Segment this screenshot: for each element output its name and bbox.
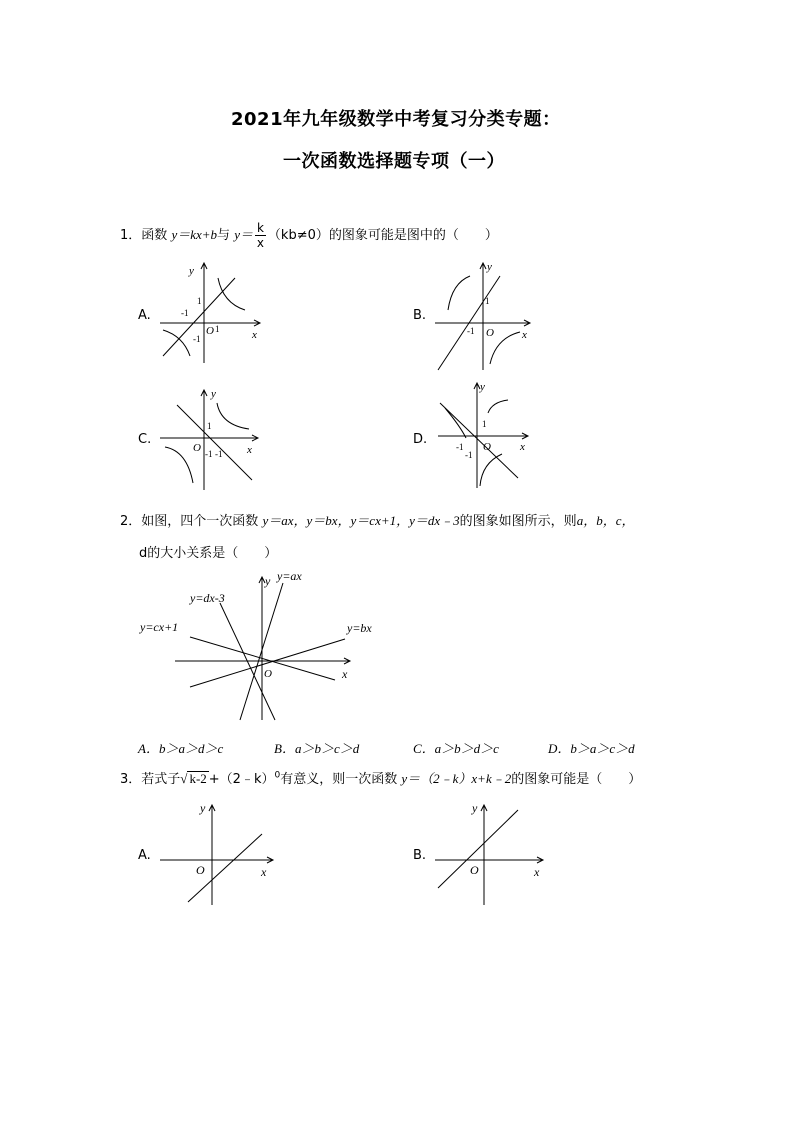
tick-label: 1	[482, 419, 487, 429]
tick-label: -1	[193, 334, 201, 344]
x-label: x	[342, 667, 348, 681]
y-label: y	[487, 261, 492, 273]
x-label: x	[261, 865, 267, 879]
tick-label: -1	[465, 450, 473, 460]
hyperbola-branch	[490, 332, 520, 364]
equation-a: y＝ax，	[262, 513, 307, 528]
line	[163, 278, 235, 356]
question-2	[120, 510, 634, 529]
y-label: y	[480, 381, 485, 393]
question-text: 若式子	[141, 772, 181, 787]
q3-option-label-b: B.	[413, 848, 427, 863]
question-text: 函数	[141, 228, 168, 243]
tick-label: 1	[197, 296, 202, 306]
question-number: 2．	[120, 514, 142, 529]
question-text: 如图，四个一次函数	[141, 514, 259, 529]
exponent: 0	[274, 770, 281, 781]
option-label-a: A.	[138, 308, 151, 323]
x-label: x	[247, 444, 252, 456]
tick-label: -1	[205, 449, 213, 459]
label-y-cx-plus-1: y=cx+1	[140, 620, 179, 634]
choice-c-text: C．a＞b＞d＞c	[413, 741, 499, 756]
x-label: x	[252, 329, 257, 341]
choice-a-text: A．b＞a＞d＞c	[138, 741, 224, 756]
choice-d-text: D．b＞a＞c＞d	[548, 741, 635, 756]
x-label: x	[520, 441, 525, 453]
graph-q3-a	[155, 800, 280, 910]
question-text: 的图象可能是（ ）	[511, 772, 642, 787]
line	[440, 403, 518, 478]
question-number: 3．	[120, 772, 142, 787]
sqrt-symbol: √	[180, 771, 188, 786]
equation-d: y＝dx﹣3	[409, 513, 460, 528]
hyperbola-branch	[448, 276, 470, 310]
y-label: y	[265, 574, 271, 588]
y-label: y	[200, 801, 206, 815]
tick-label: 1	[215, 324, 220, 334]
question-text: 有意义，则一次函数	[280, 772, 398, 787]
graph-q1-b	[430, 258, 540, 373]
tick-label: 1	[207, 421, 212, 431]
hyperbola-branch	[165, 447, 193, 483]
y-label: y	[211, 388, 216, 400]
question-3	[120, 768, 641, 787]
choice-c[interactable]	[413, 738, 499, 757]
equation-b: y＝bx，	[306, 513, 351, 528]
x-label: x	[522, 329, 527, 341]
fraction-denominator: x	[256, 236, 264, 250]
question-2-line2: d的大小关系是（ ）	[139, 546, 278, 561]
choice-b-text: B．a＞b＞c＞d	[274, 741, 360, 756]
question-text: 的图象可能是图中的（ ）	[328, 228, 498, 243]
y-label: y	[189, 265, 194, 277]
tick-label: 1	[485, 296, 490, 306]
option-label-d: D.	[413, 432, 428, 447]
label-y-dx-3: y=dx-3	[190, 591, 225, 605]
choice-d[interactable]	[548, 738, 635, 757]
option-label-b: B.	[413, 308, 427, 323]
question-1	[120, 222, 498, 249]
fraction	[255, 222, 266, 249]
question-text: 的图象如图所示，则	[459, 514, 577, 529]
q3-option-label-a: A.	[138, 848, 151, 863]
origin-label: O	[486, 327, 494, 339]
choice-a[interactable]	[138, 738, 223, 757]
origin-label: O	[193, 442, 201, 454]
origin-label: O	[196, 863, 205, 877]
graph-q1-a	[155, 258, 265, 368]
label-y-ax: y=ax	[277, 569, 302, 583]
tick-label: -1	[467, 326, 475, 336]
formula-inverse-lhs: y＝	[234, 227, 253, 242]
graph-q1-c	[155, 385, 265, 493]
question-text: 与	[217, 228, 231, 243]
label-y-bx: y=bx	[347, 621, 372, 635]
origin-label: O	[483, 441, 491, 453]
graph-q2	[135, 565, 375, 725]
condition: （kb≠0）	[267, 228, 329, 243]
equation-c: y＝cx+1，	[350, 513, 410, 528]
origin-label: O	[470, 863, 479, 877]
graph-q3-b	[430, 800, 555, 910]
tick-label: -1	[456, 442, 464, 452]
question-text: +（2﹣k）	[208, 772, 275, 787]
variables: a，b，c，	[576, 513, 635, 528]
hyperbola-branch	[488, 400, 508, 413]
origin-label: O	[206, 325, 214, 337]
hyperbola-branch	[217, 403, 249, 429]
hyperbola-branch	[445, 408, 466, 438]
option-label-c: C.	[138, 432, 152, 447]
fraction-numerator: k	[256, 221, 264, 235]
tick-label: -1	[215, 449, 223, 459]
tick-label: -1	[181, 308, 189, 318]
sqrt-radicand: k-2	[189, 771, 207, 786]
choice-b[interactable]	[274, 738, 359, 757]
hyperbola-branch	[218, 278, 245, 310]
graph-q1-d	[430, 378, 540, 490]
formula-linear: y＝kx+b	[171, 227, 218, 242]
origin-label: O	[264, 668, 272, 680]
x-label: x	[534, 865, 540, 879]
page-title: 2021年九年级数学中考复习分类专题：	[231, 109, 561, 130]
page-subtitle: 一次函数选择题专项（一）	[283, 151, 505, 172]
y-label: y	[472, 801, 478, 815]
line	[177, 405, 252, 480]
function: y＝（2﹣k）x+k﹣2	[401, 771, 512, 786]
question-number: 1．	[120, 228, 142, 243]
